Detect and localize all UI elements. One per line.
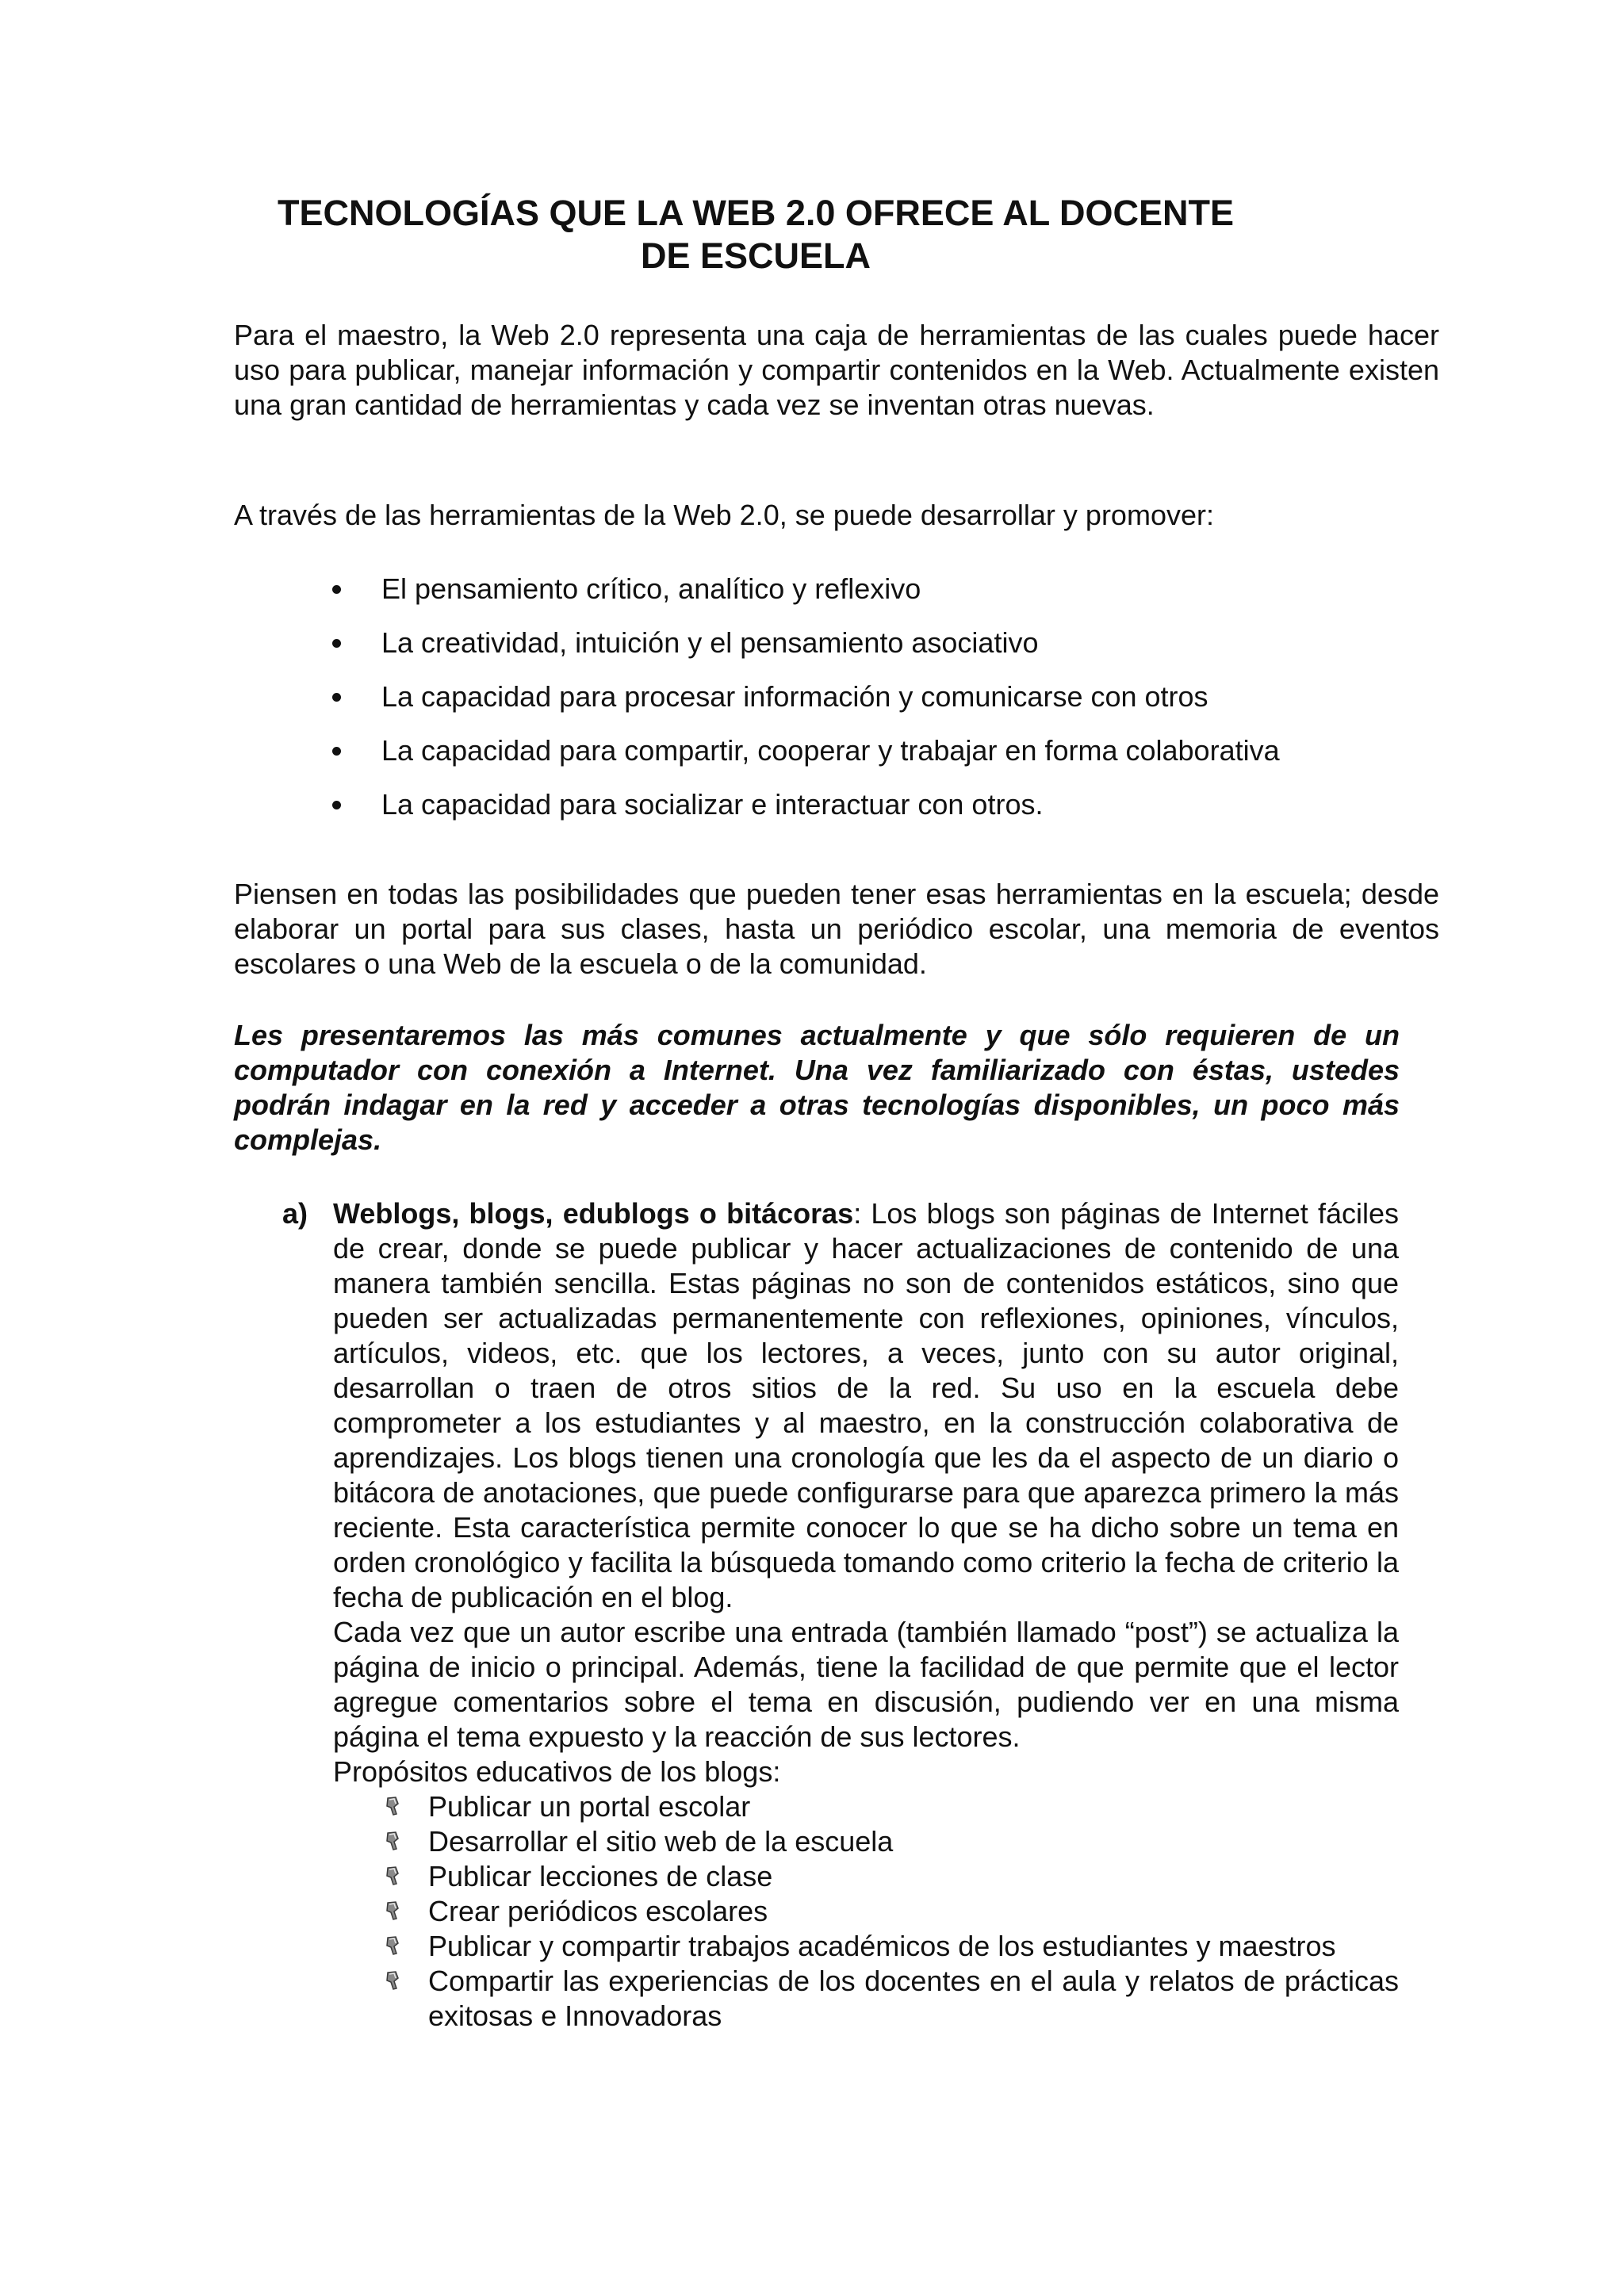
purpose-text: Publicar un portal escolar xyxy=(428,1790,751,1823)
purpose-text: Desarrollar el sitio web de la escuela xyxy=(428,1825,894,1858)
item-marker: a) xyxy=(282,1197,308,1230)
pushpin-icon xyxy=(384,1831,403,1851)
list-item xyxy=(381,1894,1399,1929)
list-item xyxy=(381,1824,1399,1859)
item-a-paragraph-2: Cada vez que un autor escribe una entrada (también llamado “post”) se actualiza la página de inicio o principal. Además, tiene la facilidad de que permite que el lector agregue comentarios sobre el tema en discusión, pudiendo ver en una misma página el tema expuesto y la reacción de sus lectores. xyxy=(333,1616,1399,1753)
pushpin-icon xyxy=(384,1866,403,1886)
bullet-dot-icon xyxy=(332,585,341,594)
list-item xyxy=(381,1789,1399,1824)
emphasis-paragraph: Les presentaremos las más comunes actualmente y que sólo requieren de un computador con conexión a Internet. Una vez familiarizado con éstas, ustedes podrán indagar en la red y acceder a otras tecnologías disponibles, un poco más complejas. xyxy=(234,1019,1400,1156)
purpose-text: Crear periódicos escolares xyxy=(428,1895,768,1927)
title-line-2: DE ESCUELA xyxy=(640,235,871,276)
list-item xyxy=(329,626,1439,679)
pushpin-icon xyxy=(384,1935,403,1956)
lead-paragraph: A través de las herramientas de la Web 2.0, se puede desarrollar y promover: xyxy=(234,499,1214,531)
title-line-1: TECNOLOGÍAS QUE LA WEB 2.0 OFRECE AL DOCENTE xyxy=(278,193,1234,233)
item-a-weblogs xyxy=(282,1196,1399,2034)
bullet-dot-icon xyxy=(332,693,341,702)
purposes-heading: Propósitos educativos de los blogs: xyxy=(333,1755,781,1788)
bullet-dot-icon xyxy=(332,639,341,648)
pushpin-icon xyxy=(384,1970,403,1991)
purpose-text: Compartir las experiencias de los docentes en el aula y relatos de prácticas exitosas e Innovadoras xyxy=(428,1965,1399,2032)
possibilities-paragraph: Piensen en todas las posibilidades que pueden tener esas herramientas en la escuela; desde elaborar un portal para sus clases, hasta un periódico escolar, una memoria de eventos escolares o una Web de la escuela o de la comunidad. xyxy=(234,878,1439,980)
skill-text: La capacidad para socializar e interactuar con otros. xyxy=(381,788,1044,821)
bullet-dot-icon xyxy=(332,801,341,809)
pushpin-icon xyxy=(384,1900,403,1921)
item-a-text-1: : Los blogs son páginas de Internet fáciles de crear, donde se puede publicar y hacer actualizaciones de contenido de una manera también sencilla. Estas páginas no son de contenidos estáticos, sino que pueden ser actualizadas permanentemente con reflexiones, opiniones, vínculos, artículos, videos, etc. que los lectores, a veces, junto con su autor original, desarrollan o traen de otros sitios de la red. Su uso en la escuela debe comprometer a los estudiantes y al maestro, en la construcción colaborativa de aprendizajes. Los blogs tienen una cronología que les da el aspecto de un diario o bitácora de anotaciones, que puede configurarse para que aparezca primero la más reciente. Esta característica permite conocer lo que se ha dicho sobre un tema en orden cronológico y facilita la búsqueda tomando como criterio la fecha de criterio la fecha de publicación en el blog. xyxy=(333,1197,1399,1613)
list-item xyxy=(381,1964,1399,2034)
list-item xyxy=(381,1859,1399,1894)
purpose-text: Publicar y compartir trabajos académicos de los estudiantes y maestros xyxy=(428,1930,1336,1962)
list-item xyxy=(329,572,1439,626)
list-item xyxy=(381,1929,1399,1964)
intro-paragraph: Para el maestro, la Web 2.0 representa una caja de herramientas de las cuales puede hacer uso para publicar, manejar información y compartir contenidos en la Web. Actualmente existen una gran cantidad de herramientas y cada vez se inventan otras nuevas. xyxy=(234,319,1439,421)
purposes-list xyxy=(333,1789,1399,2034)
item-a-term: Weblogs, blogs, edublogs o bitácoras xyxy=(333,1197,854,1230)
item-a-body xyxy=(333,1196,1399,2034)
list-item xyxy=(329,787,1439,841)
bullet-dot-icon xyxy=(332,747,341,756)
skill-text: El pensamiento crítico, analítico y reflexivo xyxy=(381,572,921,605)
page-title xyxy=(236,192,1275,277)
list-item xyxy=(329,679,1439,733)
item-a-paragraph-1 xyxy=(333,1196,1399,1615)
skills-list xyxy=(329,572,1439,841)
pushpin-icon xyxy=(384,1796,403,1816)
purpose-text: Publicar lecciones de clase xyxy=(428,1860,773,1892)
skill-text: La capacidad para compartir, cooperar y trabajar en forma colaborativa xyxy=(381,734,1280,767)
list-item xyxy=(329,733,1439,787)
skill-text: La creatividad, intuición y el pensamiento asociativo xyxy=(381,626,1039,659)
skill-text: La capacidad para procesar información y comunicarse con otros xyxy=(381,680,1208,713)
